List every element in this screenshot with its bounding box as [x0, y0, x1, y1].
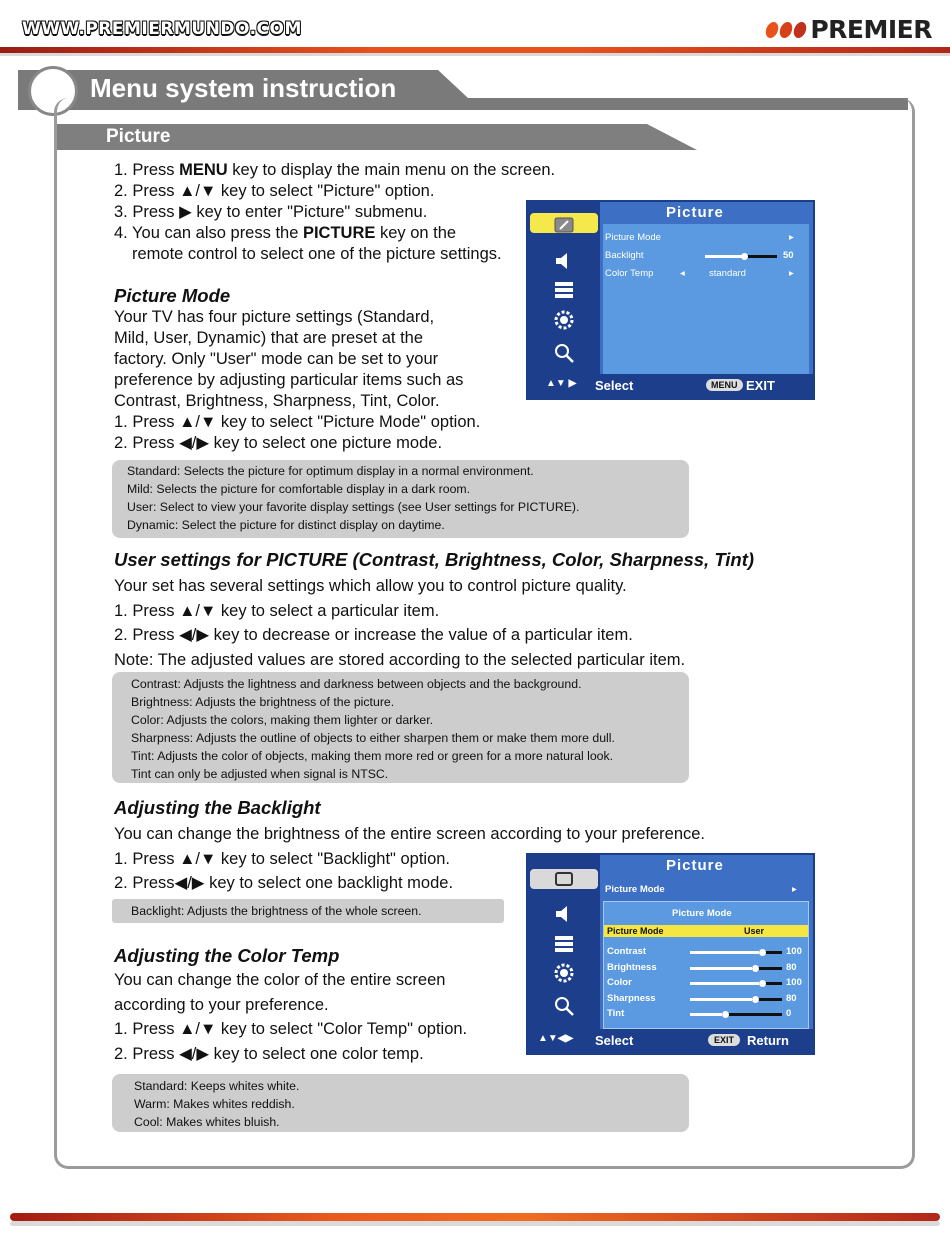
search-icon: [552, 342, 576, 364]
picture-item-slider[interactable]: [690, 967, 782, 970]
footer-select: Select: [595, 1033, 634, 1048]
picture-item-value: 80: [786, 961, 797, 973]
brand-logo: [766, 15, 932, 44]
intro-step-1: 1. Press MENU key to display the main menu on the screen.: [114, 161, 556, 179]
footer-exit: EXIT: [746, 378, 775, 393]
note-line: Mild: Selects the picture for comfortable display in a dark room.: [127, 482, 471, 496]
picture-item-label[interactable]: Sharpness: [607, 992, 656, 1004]
intro-step-3: 3. Press ▶ key to enter "Picture" submenu.: [114, 203, 428, 221]
text-line: 2. Press ◀/▶ key to decrease or increase the value of a particular item.: [114, 626, 633, 644]
note-line: Standard: Selects the picture for optimum display in a normal environment.: [127, 464, 534, 478]
text-line: 2. Press ◀/▶ key to select one picture mode.: [114, 434, 443, 452]
picture-item-label[interactable]: Brightness: [607, 961, 657, 973]
user-picture-menu-screenshot: [526, 853, 815, 1055]
text-line: Your set has several settings which allow you to control picture quality.: [114, 577, 627, 595]
intro-step-2: 2. Press ▲/▼ key to select "Picture" option.: [114, 182, 435, 200]
slider-knob[interactable]: [752, 996, 759, 1003]
search-icon: [552, 995, 576, 1017]
picture-mode-notes: [112, 460, 689, 538]
channel-icon: [552, 933, 576, 955]
menu-footer: [528, 1029, 813, 1053]
note-line: Color: Adjusts the colors, making them lighter or darker.: [131, 713, 434, 727]
nav-arrows-icon: ▲▼ ▶: [546, 378, 577, 389]
menu-row-backlight[interactable]: Backlight: [605, 250, 644, 261]
picture-mode-text: [114, 307, 480, 454]
menu-row-arrow: ▸: [789, 232, 794, 243]
note-line: Tint can only be adjusted when signal is NTSC.: [131, 767, 389, 781]
picture-item-value: 0: [786, 1008, 792, 1019]
note-line: Standard: Keeps whites white.: [134, 1079, 300, 1093]
backlight-value: 50: [783, 250, 794, 261]
user-settings-notes: [112, 672, 689, 783]
picture-item-label[interactable]: Color: [607, 977, 632, 988]
backlight-heading: Adjusting the Backlight: [114, 797, 321, 818]
text-line: factory. Only "User" mode can be set to your: [114, 350, 439, 368]
note-line: Backlight: Adjusts the brightness of the whole screen.: [131, 904, 422, 918]
brand-name: PREMIER: [810, 15, 932, 44]
text-line: preference by adjusting particular items such as: [114, 371, 464, 389]
text-line: 2. Press ◀/▶ key to select one color temp.: [114, 1044, 424, 1063]
top-divider-shadow: [0, 53, 950, 56]
text-line: Mild, User, Dynamic) that are preset at the: [114, 329, 424, 347]
footer-return: Return: [747, 1033, 789, 1048]
bottom-divider: [10, 1213, 940, 1221]
picture-icon: [552, 869, 576, 891]
text-line: 1. Press ▲/▼ key to select "Backlight" option.: [114, 849, 451, 868]
menu-row-color-temp[interactable]: Color Temp: [605, 268, 654, 279]
picture-icon: [552, 215, 576, 237]
intro-step-4-cont: remote control to select one of the picture settings.: [132, 245, 502, 263]
picture-mode-label[interactable]: Picture Mode: [607, 926, 664, 936]
text-line: Contrast, Brightness, Sharpness, Tint, Color.: [114, 392, 440, 410]
text-line: 1. Press ▲/▼ key to select "Color Temp" option.: [114, 1020, 468, 1038]
picture-item-slider[interactable]: [690, 1013, 782, 1016]
sound-icon: [552, 250, 576, 272]
menu-row-picture-mode[interactable]: Picture Mode: [605, 232, 661, 243]
menu-sidebar: [528, 202, 600, 374]
picture-item-value: 100: [786, 977, 802, 988]
text-line: Your TV has four picture settings (Standard,: [114, 308, 435, 326]
site-url[interactable]: WWW.PREMIERMUNDO.COM: [22, 19, 302, 39]
logo-dots-icon: [766, 22, 806, 38]
subsection-title: Picture: [106, 126, 171, 147]
picture-item-slider[interactable]: [690, 998, 782, 1001]
slider-knob[interactable]: [741, 253, 748, 260]
exit-key-icon: EXIT: [708, 1034, 740, 1046]
slider-knob[interactable]: [722, 1011, 729, 1018]
note-line: Contrast: Adjusts the lightness and darkness between objects and the background.: [131, 677, 582, 691]
slider-knob[interactable]: [752, 965, 759, 972]
color-temp-notes: [112, 1074, 689, 1132]
note-line: User: Select to view your favorite display settings (see User settings for PICTURE).: [127, 500, 580, 514]
note-line: Dynamic: Select the picture for distinct display on daytime.: [127, 518, 445, 532]
picture-item-label[interactable]: Contrast: [607, 946, 647, 957]
text-line: Note: The adjusted values are stored according to the selected particular item.: [114, 650, 686, 669]
note-line: Sharpness: Adjusts the outline of objects to either sharpen them or make them more dull.: [131, 731, 615, 745]
color-temp-heading: Adjusting the Color Temp: [114, 945, 340, 966]
bottom-divider-shadow: [10, 1221, 940, 1226]
menu-row-arrow: ▸: [792, 884, 797, 895]
picture-menu-screenshot: [526, 200, 815, 400]
settings-gear-icon: [552, 962, 576, 984]
slider-knob[interactable]: [759, 949, 766, 956]
picture-item-label[interactable]: Tint: [607, 1008, 625, 1019]
picture-mode-heading: Picture Mode: [114, 285, 231, 306]
settings-gear-icon: [552, 309, 576, 331]
text-line: 1. Press ▲/▼ key to select a particular item.: [114, 601, 440, 620]
backlight-slider[interactable]: [705, 255, 777, 258]
user-settings-text: [114, 574, 685, 672]
picture-item-slider[interactable]: [690, 951, 782, 954]
text-line: You can change the color of the entire screen: [114, 971, 446, 989]
footer-select: Select: [595, 378, 634, 393]
slider-knob[interactable]: [759, 980, 766, 987]
picture-item-slider[interactable]: [690, 982, 782, 985]
note-line: Cool: Makes whites bluish.: [134, 1115, 280, 1129]
menu-row-left-arrow: ◂: [680, 268, 685, 279]
nav-arrows-icon: ▲▼◀▶: [538, 1033, 574, 1044]
menu-title: Picture: [666, 204, 724, 221]
color-temp-value: standard: [709, 268, 746, 279]
color-temp-text: [114, 968, 467, 1066]
picture-item-value: 100: [786, 946, 802, 957]
submenu-title: Picture Mode: [672, 908, 732, 919]
menu-row-picture-mode[interactable]: Picture Mode: [605, 884, 665, 895]
backlight-note: [112, 899, 504, 923]
picture-item-value: 80: [786, 992, 797, 1004]
note-line: Tint: Adjusts the color of objects, making them more red or green for a more natural look.: [131, 749, 614, 763]
text-line: 2. Press◀/▶ key to select one backlight mode.: [114, 874, 454, 892]
menu-title: Picture: [666, 857, 724, 874]
text-line: according to your preference.: [114, 995, 329, 1014]
picture-mode-value: User: [744, 926, 765, 936]
note-line: Brightness: Adjusts the brightness of the picture.: [131, 695, 395, 709]
section-title: Menu system instruction: [90, 73, 397, 103]
note-line: Warm: Makes whites reddish.: [134, 1097, 295, 1111]
menu-panel: [603, 224, 809, 374]
menu-key-icon: MENU: [706, 379, 743, 391]
sound-icon: [552, 903, 576, 925]
text-line: You can change the brightness of the entire screen according to your preference.: [114, 825, 706, 843]
menu-sidebar: [528, 855, 600, 1029]
menu-footer: [528, 374, 813, 398]
intro-step-4: 4. You can also press the PICTURE key on the: [114, 224, 457, 242]
slider-fill: [722, 1013, 782, 1016]
menu-row-arrow: ▸: [789, 268, 794, 279]
channel-icon: [552, 279, 576, 301]
user-settings-heading: User settings for PICTURE (Contrast, Brightness, Color, Sharpness, Tint): [114, 549, 755, 570]
picture-mode-submenu: [603, 901, 809, 1029]
text-line: 1. Press ▲/▼ key to select "Picture Mode" option.: [114, 413, 481, 431]
